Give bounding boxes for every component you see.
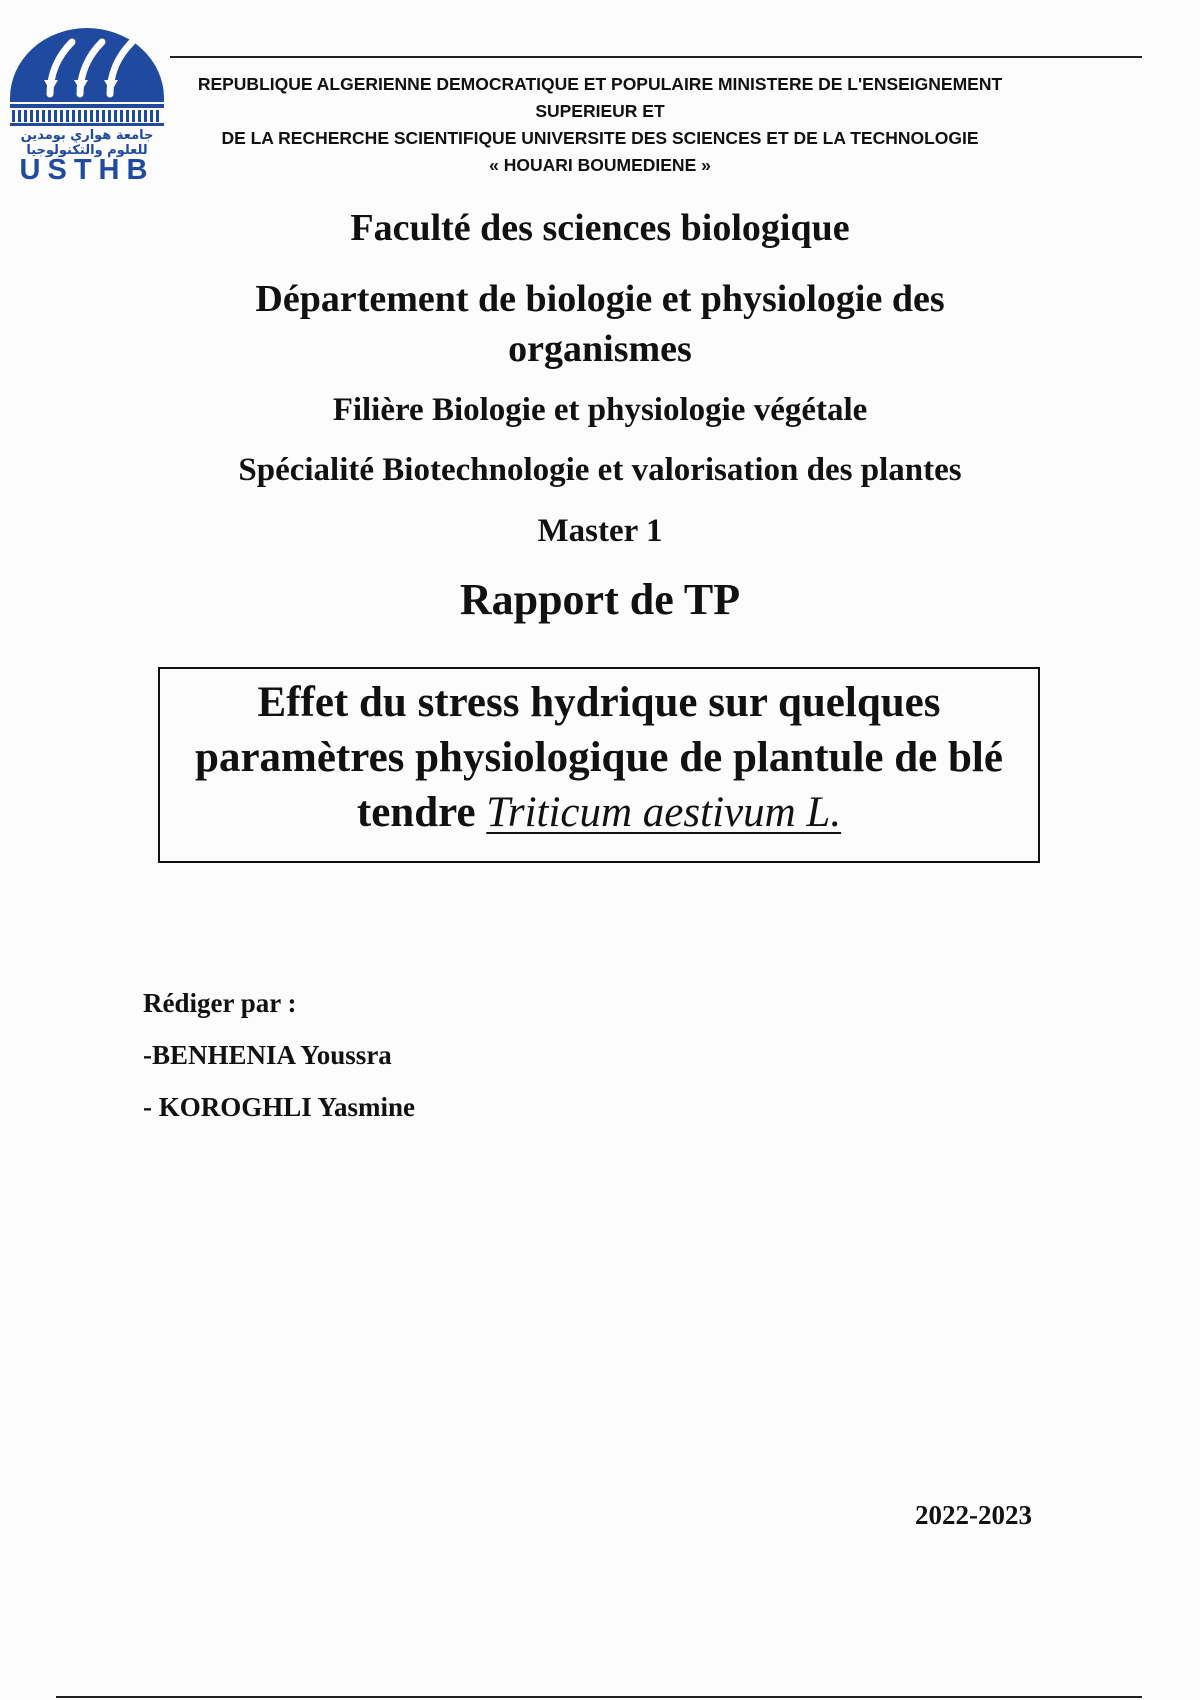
academic-year: 2022-2023 bbox=[915, 1500, 1032, 1530]
usthb-logo bbox=[6, 18, 168, 188]
authors-block bbox=[143, 985, 415, 1141]
title-prefix: tendre bbox=[356, 789, 476, 836]
department-line: Département de biologie et physiologie des bbox=[255, 278, 945, 320]
department-line: organismes bbox=[508, 328, 692, 370]
faculty-name: Faculté des sciences biologique bbox=[350, 207, 850, 249]
author-name: -BENHENIA Youssra bbox=[143, 1040, 392, 1070]
species-name: Triticum aestivum L. bbox=[486, 789, 842, 836]
author-name: - KOROGHLI Yasmine bbox=[143, 1092, 416, 1122]
report-title-box bbox=[158, 667, 1040, 863]
specialite: Spécialité Biotechnologie et valorisation des plantes bbox=[238, 452, 962, 488]
ministry-line: DE LA RECHERCHE SCIENTIFIQUE UNIVERSITE DES SCIENCES ET DE LA TECHNOLOGIE bbox=[221, 128, 979, 148]
usthb-emblem bbox=[6, 18, 168, 158]
department-name bbox=[150, 274, 1050, 374]
ministry-line: SUPERIEUR ET bbox=[535, 101, 665, 121]
svg-text:للعلوم والتكنولوجيا: للعلوم والتكنولوجيا bbox=[26, 143, 148, 158]
report-title-line bbox=[160, 785, 1038, 840]
authors-label: Rédiger par : bbox=[143, 988, 297, 1018]
report-title-line: Effet du stress hydrique sur quelques bbox=[257, 679, 941, 726]
filiere: Filière Biologie et physiologie végétale bbox=[332, 392, 868, 428]
report-title-line: paramètres physiologique de plantule de blé bbox=[195, 734, 1003, 781]
report-type: Rapport de TP bbox=[459, 575, 741, 624]
ministry-line: « HOUARI BOUMEDIENE » bbox=[489, 155, 711, 175]
study-level: Master 1 bbox=[537, 513, 663, 549]
svg-text:جامعة هواري بومدين: جامعة هواري بومدين bbox=[20, 128, 154, 143]
header-rule bbox=[170, 56, 1142, 58]
report-title bbox=[160, 675, 1038, 840]
ministry-line: REPUBLIQUE ALGERIENNE DEMOCRATIQUE ET POPULAIRE MINISTERE DE L'ENSEIGNEMENT bbox=[197, 74, 1003, 94]
footer-rule bbox=[56, 1696, 1142, 1698]
logo-wordmark: USTHB bbox=[19, 154, 155, 186]
ministry-header bbox=[170, 71, 1030, 179]
